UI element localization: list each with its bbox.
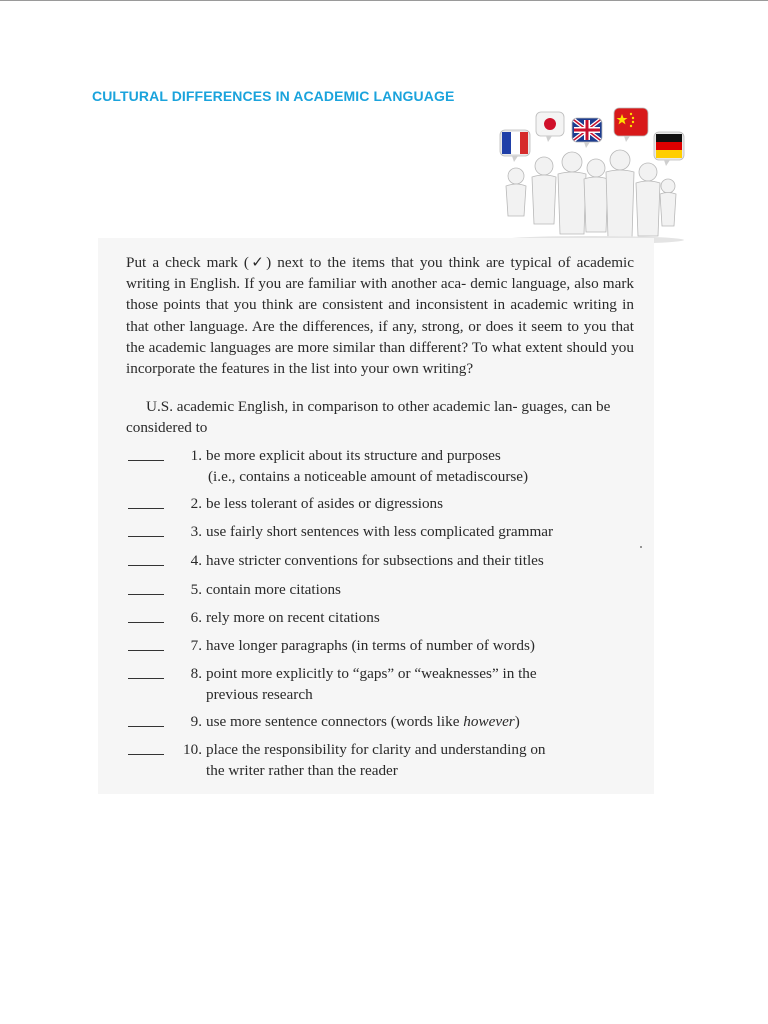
- answer-blank[interactable]: [128, 460, 164, 461]
- item-text: have stricter conventions for subsections and their titles: [206, 552, 544, 569]
- item-text-line: place the responsibility for clarity and understanding on: [206, 741, 546, 758]
- item-text-line: the writer rather than the reader: [206, 761, 398, 779]
- scan-speck: [640, 546, 642, 548]
- item-text: contain more citations: [206, 581, 341, 598]
- item-text-line: previous research: [206, 685, 313, 703]
- people-with-flags-illustration: [492, 104, 692, 244]
- item-text-part: ): [514, 713, 520, 730]
- answer-blank[interactable]: [128, 754, 164, 755]
- item-number: 3.: [190, 523, 202, 540]
- answer-blank[interactable]: [128, 622, 164, 623]
- page-title: CULTURAL DIFFERENCES IN ACADEMIC LANGUAGE: [92, 88, 455, 104]
- item-text: [206, 664, 646, 705]
- item-text: [206, 712, 646, 733]
- item-text-line: be more explicit about its structure and purposes: [206, 447, 501, 464]
- item-text-part: use more sentence connectors (words like: [206, 713, 464, 730]
- answer-blank[interactable]: [128, 565, 164, 566]
- item-text-line: point more explicitly to “gaps” or “weaknesses” in the: [206, 665, 537, 682]
- exercise-scan: [98, 238, 654, 794]
- answer-blank[interactable]: [128, 678, 164, 679]
- answer-blank[interactable]: [128, 508, 164, 509]
- flag-japan-icon: [536, 112, 564, 142]
- item-text-line: (i.e., contains a noticeable amount of metadiscourse): [208, 467, 529, 485]
- item-number: 5.: [190, 581, 202, 598]
- top-rule: [0, 0, 768, 1]
- flag-uk-icon: [572, 118, 602, 148]
- answer-blank[interactable]: [128, 650, 164, 651]
- item-number: 9.: [190, 713, 202, 730]
- item-number: 8.: [190, 665, 202, 682]
- item-text: be less tolerant of asides or digressions: [206, 495, 444, 512]
- instructions-paragraph: Put a check mark (✓) next to the items that you think are typical of academic writing in English. If you are familiar with another aca- demic language, also mark those points that you think are consistent and inconsistent in academic writing in that other language. Are the differences, if any, strong, or does it seem to you that the academic languages are more similar than different? To what extent should you incorporate the features in the list into your own writing?: [126, 254, 634, 378]
- item-number: 7.: [190, 637, 202, 654]
- flag-france-icon: [500, 130, 530, 162]
- item-text: use fairly short sentences with less complicated grammar: [206, 523, 554, 540]
- people-figures-icon: [506, 150, 676, 238]
- item-text: rely more on recent citations: [206, 609, 380, 626]
- item-number: 4.: [190, 552, 202, 569]
- item-text: have longer paragraphs (in terms of number of words): [206, 637, 535, 654]
- flag-china-icon: [614, 108, 648, 142]
- item-text: [206, 740, 646, 781]
- item-text: [206, 446, 646, 487]
- flag-germany-icon: [654, 132, 684, 166]
- item-text-emphasis: however: [463, 713, 515, 730]
- item-number: 6.: [190, 609, 202, 626]
- answer-blank[interactable]: [128, 536, 164, 537]
- item-number: 2.: [190, 495, 202, 512]
- item-number: 10.: [183, 741, 202, 758]
- item-number: 1.: [190, 447, 202, 464]
- answer-blank[interactable]: [128, 726, 164, 727]
- answer-blank[interactable]: [128, 594, 164, 595]
- lead-in-paragraph: U.S. academic English, in comparison to other academic lan- guages, can be considered to: [126, 398, 611, 437]
